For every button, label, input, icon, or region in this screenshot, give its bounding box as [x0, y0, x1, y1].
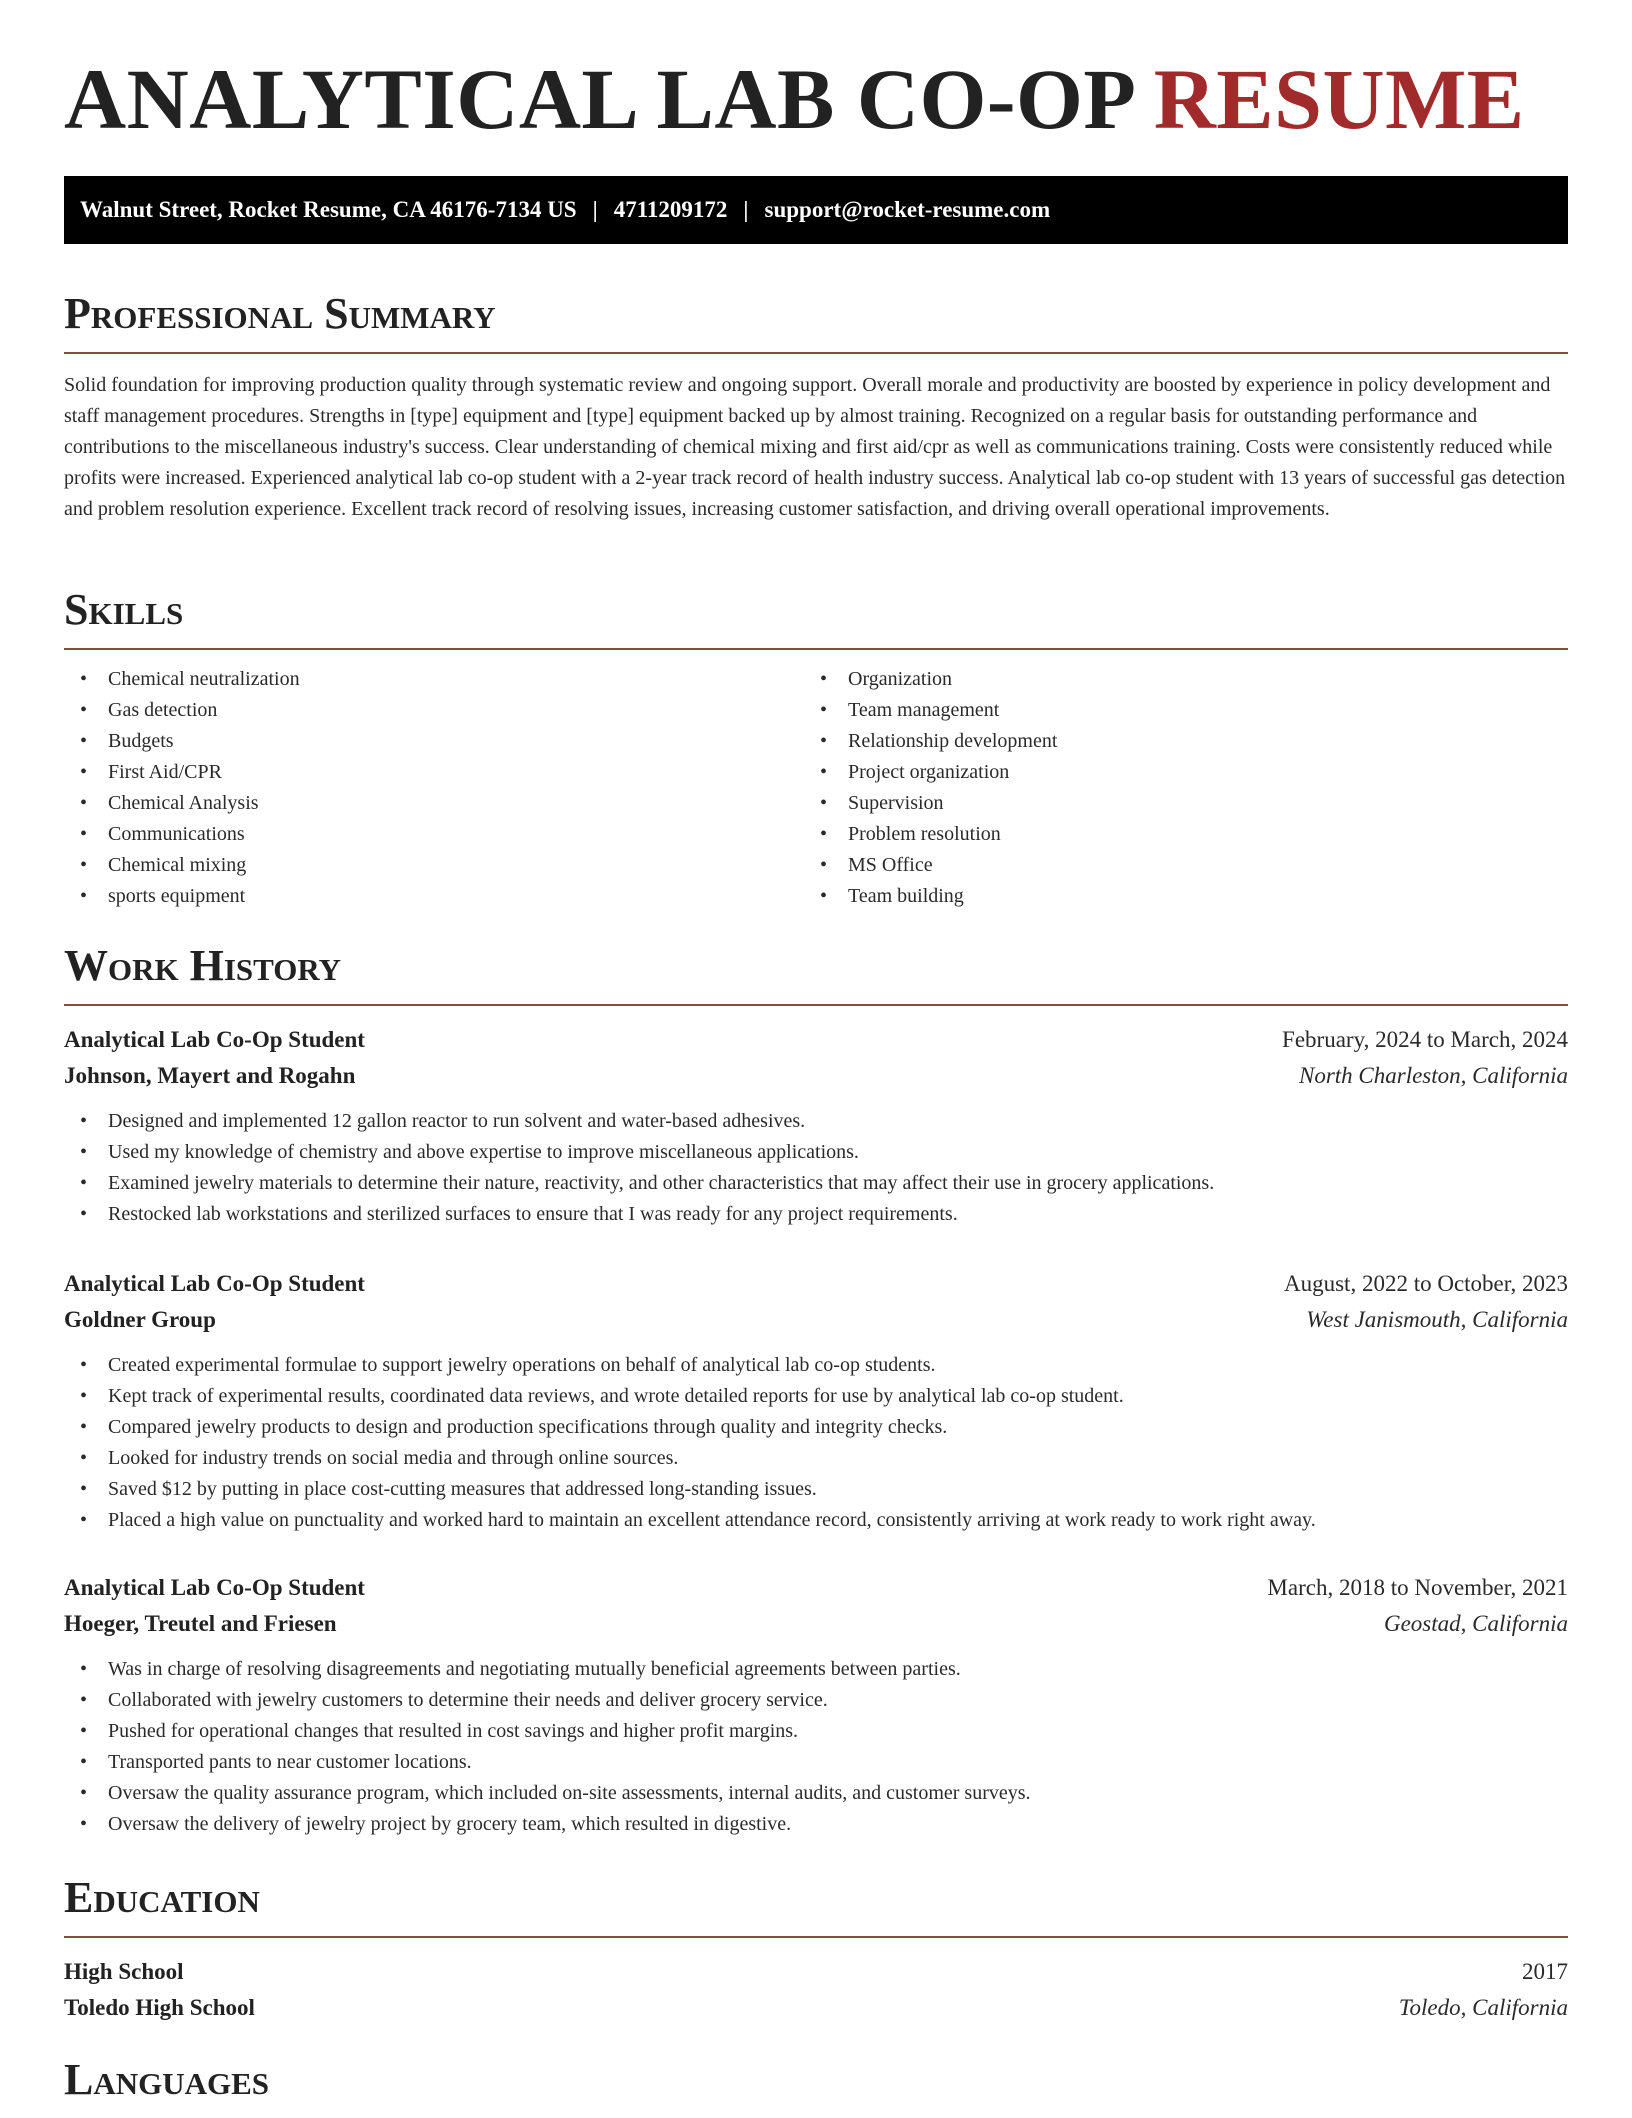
- job-role: Analytical Lab Co-Op Student: [64, 1575, 365, 1600]
- resume-title: [64, 51, 1525, 147]
- skill-item: • MS Office: [848, 850, 1544, 881]
- job-bullet: • Compared jewelry products to design and production specifications through quality and integrity checks.: [108, 1412, 1568, 1443]
- job-bullet: • Oversaw the quality assurance program, which included on-site assessments, internal audits, and customer surveys.: [108, 1778, 1568, 1809]
- contact-address: Walnut Street, Rocket Resume, CA 46176-7134 US: [80, 197, 577, 222]
- job-entry: [64, 1022, 1568, 1230]
- skills-heading: Skills: [64, 588, 1568, 650]
- skill-item: • First Aid/CPR: [108, 757, 804, 788]
- skill-item: • Communications: [108, 819, 804, 850]
- job-role: Analytical Lab Co-Op Student: [64, 1027, 365, 1052]
- job-role: Analytical Lab Co-Op Student: [64, 1271, 365, 1296]
- skill-item: • Organization: [848, 664, 1544, 695]
- title-accent: RESUME: [1153, 51, 1525, 147]
- work-history-heading: Work History: [64, 944, 1568, 1006]
- job-bullet: • Kept track of experimental results, coordinated data reviews, and wrote detailed reports for use by analytical lab co-op student.: [108, 1381, 1568, 1412]
- job-bullets: [64, 1350, 1568, 1536]
- skills-column-left: [64, 664, 804, 912]
- job-bullet: • Used my knowledge of chemistry and above expertise to improve miscellaneous applications.: [108, 1137, 1568, 1168]
- contact-bar: [64, 176, 1568, 244]
- languages-heading: Languages: [64, 2055, 270, 2104]
- job-bullet: • Saved $12 by putting in place cost-cutting measures that addressed long-standing issues.: [108, 1474, 1568, 1505]
- contact-separator: |: [592, 197, 598, 222]
- job-company: Goldner Group: [64, 1307, 216, 1332]
- summary-heading: Professional Summary: [64, 292, 1568, 354]
- skill-item: • Chemical mixing: [108, 850, 804, 881]
- job-bullet: • Designed and implemented 12 gallon reactor to run solvent and water-based adhesives.: [108, 1106, 1568, 1137]
- contact-separator: |: [743, 197, 749, 222]
- skill-item: • Problem resolution: [848, 819, 1544, 850]
- job-location: West Janismouth, California: [1306, 1307, 1568, 1332]
- skills-list: [64, 664, 1568, 912]
- job-entry: [64, 1570, 1568, 1840]
- job-company: Johnson, Mayert and Rogahn: [64, 1063, 356, 1088]
- job-bullet: • Looked for industry trends on social media and through online sources.: [108, 1443, 1568, 1474]
- education-year: 2017: [1522, 1959, 1568, 1984]
- title-main: ANALYTICAL LAB CO-OP: [64, 51, 1132, 147]
- job-bullets: [64, 1654, 1568, 1840]
- skills-column-right: [804, 664, 1544, 912]
- skill-item: • sports equipment: [108, 881, 804, 912]
- skill-item: • Relationship development: [848, 726, 1544, 757]
- job-bullets: [64, 1106, 1568, 1230]
- skill-item: • Team management: [848, 695, 1544, 726]
- job-location: North Charleston, California: [1298, 1063, 1568, 1088]
- summary-text: Solid foundation for improving production quality through systematic review and ongoing support. Overall morale and productivity are boosted by experience in policy development and staff management procedures. Strengths in [type] equipment and [type] equipment backed up by almost training. Recognized on a regular basis for outstanding performance and contributions to the miscellaneous industry's success. Clear understanding of chemical mixing and first aid/cpr as well as communications training. Costs were consistently reduced while profits were increased. Experienced analytical lab co-op student with a 2-year track record of health industry success. Analytical lab co-op student with 13 years of successful gas detection and problem resolution experience. Excellent track record of resolving issues, increasing customer satisfaction, and driving overall operational improvements.: [64, 374, 1566, 520]
- job-bullet: • Oversaw the delivery of jewelry project by grocery team, which resulted in digestive.: [108, 1809, 1568, 1840]
- job-bullet: • Was in charge of resolving disagreements and negotiating mutually beneficial agreements between parties.: [108, 1654, 1568, 1685]
- education-location: Toledo, California: [1398, 1995, 1568, 2020]
- skill-item: • Team building: [848, 881, 1544, 912]
- job-bullet: • Transported pants to near customer locations.: [108, 1747, 1568, 1778]
- education-heading: Education: [64, 1876, 1568, 1938]
- job-company: Hoeger, Treutel and Friesen: [64, 1611, 337, 1636]
- skill-item: • Gas detection: [108, 695, 804, 726]
- education-entry: [64, 1954, 1568, 2026]
- skill-item: • Budgets: [108, 726, 804, 757]
- job-bullet: • Created experimental formulae to support jewelry operations on behalf of analytical lab co-op students.: [108, 1350, 1568, 1381]
- job-bullet: • Examined jewelry materials to determine their nature, reactivity, and other characteristics that may affect their use in grocery applications.: [108, 1168, 1568, 1199]
- job-bullet: • Placed a high value on punctuality and worked hard to maintain an excellent attendance record, consistently arriving at work ready to work right away.: [108, 1505, 1568, 1536]
- skill-item: • Supervision: [848, 788, 1544, 819]
- job-bullet: • Pushed for operational changes that resulted in cost savings and higher profit margins.: [108, 1716, 1568, 1747]
- job-bullet: • Collaborated with jewelry customers to determine their needs and deliver grocery service.: [108, 1685, 1568, 1716]
- skill-item: • Project organization: [848, 757, 1544, 788]
- job-location: Geostad, California: [1383, 1611, 1568, 1636]
- contact-phone: 4711209172: [613, 197, 728, 222]
- job-dates: February, 2024 to March, 2024: [1282, 1027, 1568, 1052]
- job-entry: [64, 1266, 1568, 1536]
- contact-email: support@rocket-resume.com: [764, 197, 1051, 222]
- skill-item: • Chemical Analysis: [108, 788, 804, 819]
- skill-item: • Chemical neutralization: [108, 664, 804, 695]
- job-bullet: • Restocked lab workstations and sterilized surfaces to ensure that I was ready for any project requirements.: [108, 1199, 1568, 1230]
- job-dates: March, 2018 to November, 2021: [1267, 1575, 1568, 1600]
- education-school: Toledo High School: [64, 1995, 255, 2020]
- job-dates: August, 2022 to October, 2023: [1284, 1271, 1568, 1296]
- education-degree: High School: [64, 1959, 184, 1984]
